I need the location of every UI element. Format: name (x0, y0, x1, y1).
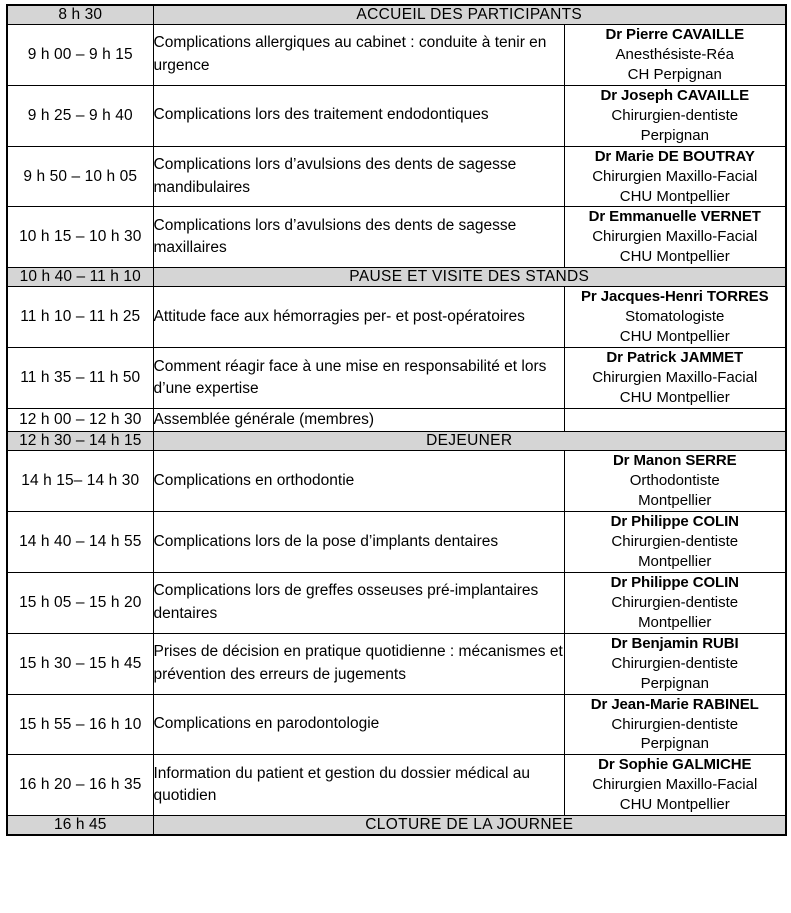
speaker-place: CHU Montpellier (619, 187, 730, 205)
speaker-name: Dr Sophie GALMICHE (598, 756, 752, 774)
speaker-cell (564, 512, 786, 573)
speaker-cell (564, 694, 786, 755)
speaker-place: Perpignan (640, 126, 709, 144)
topic-cell: Attitude face aux hémorragies per- et post-opératoires (153, 287, 564, 348)
time-cell: 15 h 30 – 15 h 45 (7, 633, 153, 694)
speaker-place: CH Perpignan (627, 65, 722, 83)
topic-cell: Complications en parodontologie (153, 694, 564, 755)
speaker-role: Anesthésiste-Réa (615, 45, 734, 63)
time-cell: 10 h 40 – 11 h 10 (7, 268, 153, 287)
banner-label: CLOTURE DE LA JOURNEE (153, 816, 786, 836)
speaker-place: Montpellier (638, 492, 712, 510)
speaker-place: CHU Montpellier (619, 796, 730, 814)
time-cell: 14 h 40 – 14 h 55 (7, 512, 153, 573)
speaker-role: Chirurgien-dentiste (611, 106, 739, 124)
topic-cell: Complications en orthodontie (153, 451, 564, 512)
speaker-cell (564, 348, 786, 409)
banner-row (7, 432, 786, 451)
speaker-role: Chirurgien-dentiste (611, 715, 739, 733)
speaker-name: Dr Philippe COLIN (610, 573, 739, 591)
topic-cell: Complications lors de la pose d’implants dentaires (153, 512, 564, 573)
speaker-name: Dr Joseph CAVAILLE (600, 86, 749, 104)
topic-cell: Comment réagir face à une mise en responsabilité et lors d’une expertise (153, 348, 564, 409)
speaker-role: Chirurgien-dentiste (611, 654, 739, 672)
schedule-row (7, 512, 786, 573)
banner-label: DEJEUNER (153, 432, 786, 451)
speaker-name: Dr Patrick JAMMET (606, 349, 744, 367)
banner-row (7, 268, 786, 287)
speaker-cell (564, 755, 786, 816)
topic-cell: Complications allergiques au cabinet : conduite à tenir en urgence (153, 25, 564, 86)
topic-cell: Complications lors d’avulsions des dents de sagesse mandibulaires (153, 146, 564, 207)
speaker-role: Chirurgien Maxillo-Facial (592, 228, 758, 246)
time-cell: 9 h 25 – 9 h 40 (7, 85, 153, 146)
schedule-table-body (7, 5, 786, 835)
speaker-role: Stomatologiste (625, 308, 725, 326)
topic-cell: Information du patient et gestion du dossier médical au quotidien (153, 755, 564, 816)
speaker-name: Dr Pierre CAVAILLE (605, 26, 745, 43)
speaker-name: Dr Manon SERRE (612, 452, 737, 470)
time-cell: 12 h 30 – 14 h 15 (7, 432, 153, 451)
speaker-cell (564, 146, 786, 207)
topic-cell: Complications lors d’avulsions des dents de sagesse maxillaires (153, 207, 564, 268)
banner-label: PAUSE ET VISITE DES STANDS (153, 268, 786, 287)
speaker-name: Dr Jean-Marie RABINEL (590, 695, 759, 713)
time-cell: 16 h 20 – 16 h 35 (7, 755, 153, 816)
banner-label: ACCUEIL DES PARTICIPANTS (153, 5, 786, 25)
schedule-row (7, 572, 786, 633)
speaker-role: Orthodontiste (629, 472, 720, 490)
speaker-role: Chirurgien Maxillo-Facial (592, 369, 758, 386)
speaker-place: CHU Montpellier (619, 248, 730, 266)
speaker-name: Dr Emmanuelle VERNET (588, 208, 761, 226)
topic-cell: Assemblée générale (membres) (153, 408, 564, 431)
time-cell: 9 h 00 – 9 h 15 (7, 25, 153, 86)
speaker-cell (564, 572, 786, 633)
time-cell: 10 h 15 – 10 h 30 (7, 207, 153, 268)
speaker-place: CHU Montpellier (619, 388, 730, 406)
schedule-row (7, 633, 786, 694)
speaker-place: Montpellier (638, 553, 712, 571)
schedule-row (7, 207, 786, 268)
schedule-row (7, 146, 786, 207)
speaker-cell-empty (564, 408, 786, 431)
speaker-cell (564, 451, 786, 512)
speaker-name: Dr Marie DE BOUTRAY (594, 147, 755, 165)
schedule-row (7, 287, 786, 348)
schedule-table (6, 4, 787, 836)
speaker-role: Chirurgien-dentiste (611, 593, 739, 611)
speaker-role: Chirurgien Maxillo-Facial (592, 776, 758, 794)
schedule-row (7, 451, 786, 512)
speaker-name: Pr Jacques-Henri TORRES (581, 288, 769, 306)
banner-row (7, 5, 786, 25)
speaker-role: Chirurgien Maxillo-Facial (592, 167, 758, 185)
speaker-cell (564, 287, 786, 348)
speaker-cell (564, 633, 786, 694)
speaker-name: Dr Benjamin RUBI (610, 634, 739, 652)
time-cell: 15 h 05 – 15 h 20 (7, 572, 153, 633)
topic-cell: Complications lors des traitement endodontiques (153, 85, 564, 146)
schedule-row (7, 85, 786, 146)
time-cell: 12 h 00 – 12 h 30 (7, 408, 153, 431)
time-cell: 9 h 50 – 10 h 05 (7, 146, 153, 207)
speaker-place: CHU Montpellier (619, 328, 730, 346)
speaker-place: Perpignan (640, 735, 709, 753)
speaker-role: Chirurgien-dentiste (611, 533, 739, 551)
schedule-row (7, 694, 786, 755)
topic-cell: Prises de décision en pratique quotidienne : mécanismes et prévention des erreurs de jugements (153, 633, 564, 694)
time-cell: 15 h 55 – 16 h 10 (7, 694, 153, 755)
speaker-place: Montpellier (638, 613, 712, 631)
topic-cell: Complications lors de greffes osseuses pré-implantaires dentaires (153, 572, 564, 633)
speaker-cell (564, 207, 786, 268)
time-cell: 11 h 35 – 11 h 50 (7, 348, 153, 409)
speaker-cell (564, 25, 786, 86)
schedule-row (7, 408, 786, 431)
time-cell: 11 h 10 – 11 h 25 (7, 287, 153, 348)
time-cell: 16 h 45 (7, 816, 153, 836)
speaker-place: Perpignan (640, 674, 709, 692)
speaker-cell (564, 85, 786, 146)
speaker-name: Dr Philippe COLIN (610, 513, 739, 531)
schedule-row (7, 25, 786, 86)
banner-row (7, 816, 786, 836)
schedule-row (7, 755, 786, 816)
schedule-row (7, 348, 786, 409)
time-cell: 8 h 30 (7, 5, 153, 25)
time-cell: 14 h 15– 14 h 30 (7, 451, 153, 512)
